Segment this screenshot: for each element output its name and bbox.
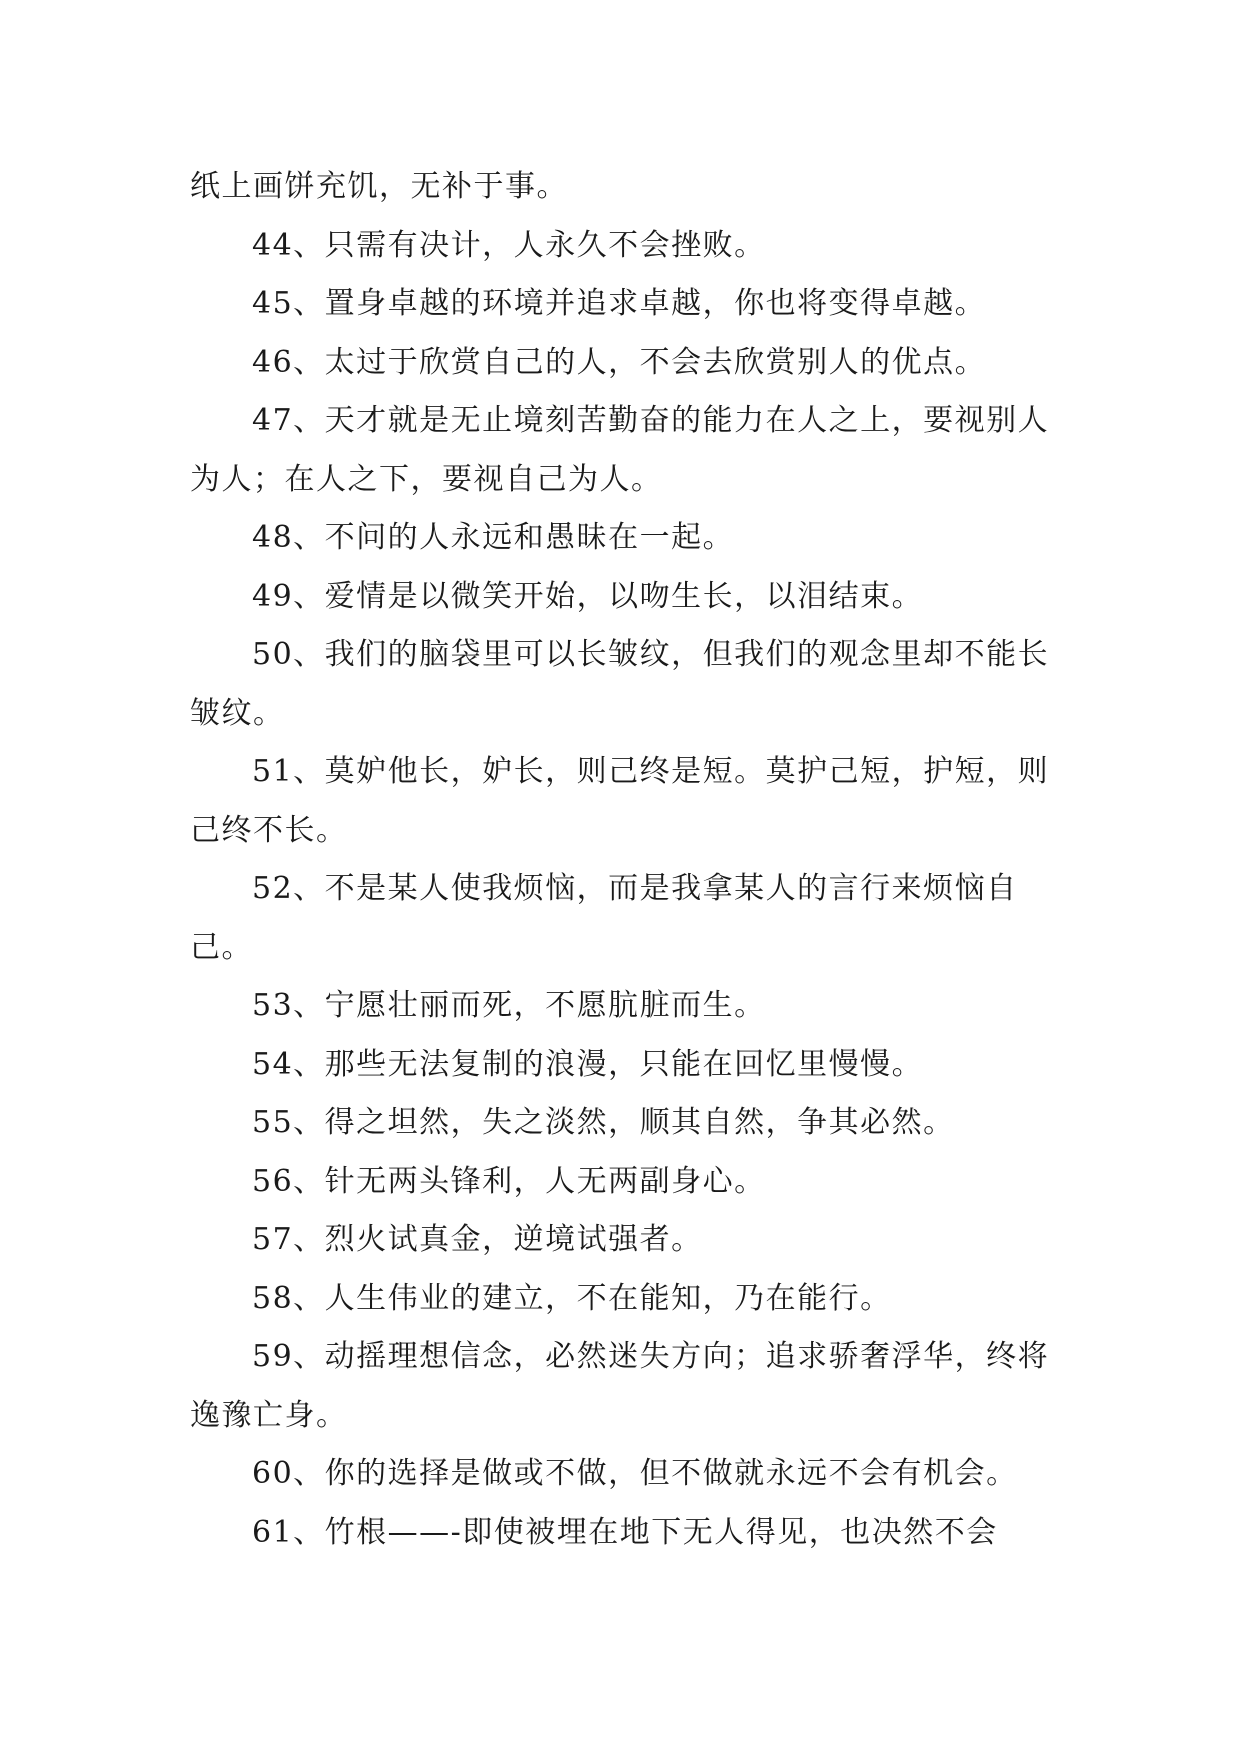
paragraph: 49、爱情是以微笑开始，以吻生长，以泪结束。 bbox=[252, 578, 924, 614]
paragraph: 52、不是某人使我烦恼，而是我拿某人的言行来烦恼自己。 bbox=[190, 871, 1018, 965]
paragraph: 46、太过于欣赏自己的人，不会去欣赏别人的优点。 bbox=[252, 344, 987, 380]
paragraph: 60、你的选择是做或不做，但不做就永远不会有机会。 bbox=[252, 1456, 1018, 1491]
paragraph: 57、烈火试真金，逆境试强者。 bbox=[252, 1222, 703, 1257]
paragraph: 56、针无两头锋利，人无两副身心。 bbox=[252, 1163, 766, 1199]
paragraph: 50、我们的脑袋里可以长皱纹，但我们的观念里却不能长皱纹。 bbox=[190, 637, 1050, 731]
paragraph: 55、得之坦然，失之淡然，顺其自然，争其必然。 bbox=[252, 1105, 955, 1140]
paragraph: 59、动摇理想信念，必然迷失方向；追求骄奢浮华，终将逸豫亡身。 bbox=[190, 1339, 1050, 1433]
paragraph: 53、宁愿壮丽而死，不愿肮脏而生。 bbox=[252, 988, 766, 1023]
paragraph: 48、不问的人永远和愚昧在一起。 bbox=[252, 520, 735, 555]
paragraph: 58、人生伟业的建立，不在能知，乃在能行。 bbox=[252, 1280, 892, 1316]
paragraph: 47、天才就是无止境刻苦勤奋的能力在人之上，要视别人为人；在人之下，要视自己为人。 bbox=[190, 403, 1050, 497]
paragraph: 45、置身卓越的环境并追求卓越，你也将变得卓越。 bbox=[252, 286, 987, 321]
paragraph: 44、只需有决计，人永久不会挫败。 bbox=[252, 227, 766, 263]
paragraph: 61、竹根——-即使被埋在地下无人得见，也决然不会 bbox=[252, 1514, 998, 1550]
paragraph: 51、莫妒他长，妒长，则己终是短。莫护己短，护短，则己终不长。 bbox=[190, 754, 1050, 848]
paragraph: 纸上画饼充饥，无补于事。 bbox=[190, 169, 568, 204]
document-body bbox=[190, 158, 1050, 1562]
paragraph: 54、那些无法复制的浪漫，只能在回忆里慢慢。 bbox=[252, 1046, 924, 1082]
